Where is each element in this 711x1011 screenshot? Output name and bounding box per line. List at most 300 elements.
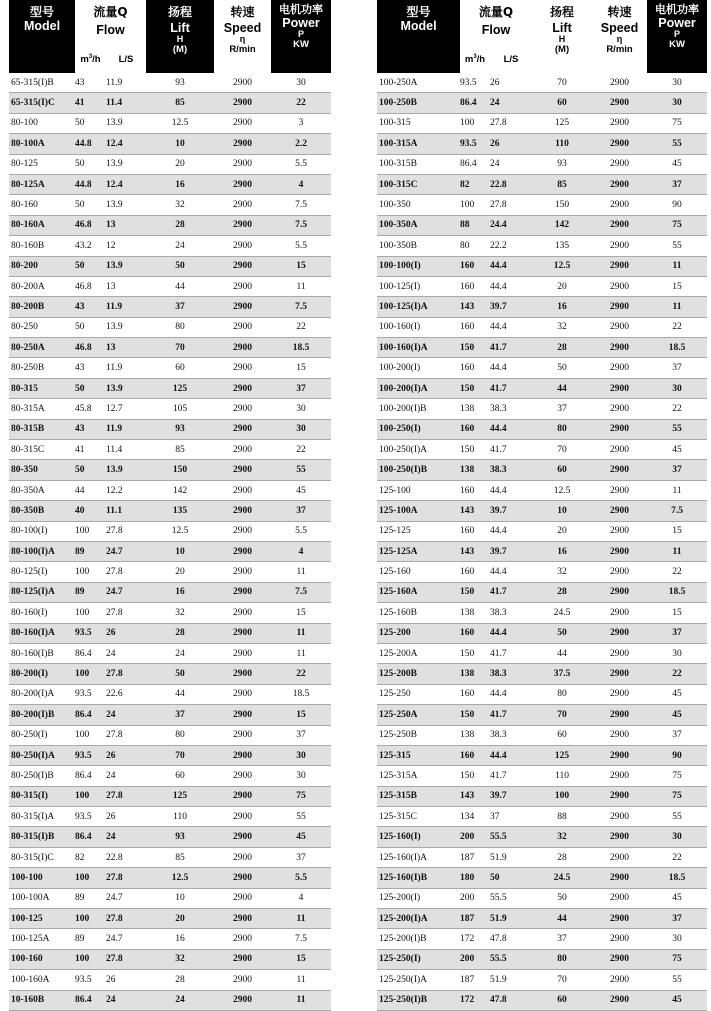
- table-row: [9, 399, 331, 419]
- model-cell: 100-125(I)A: [377, 297, 460, 317]
- flow-m3h-cell: 160: [460, 745, 490, 765]
- lift-cell: 16: [146, 582, 214, 602]
- flow-m3h-cell: 143: [460, 501, 490, 521]
- flow-ls-cell: 44.4: [490, 276, 532, 296]
- flow-ls-cell: 13: [106, 276, 146, 296]
- flow-ls-cell: 51.9: [490, 909, 532, 929]
- flow-m3h-cell: 50: [75, 256, 106, 276]
- table-row: [9, 766, 331, 786]
- flow-m3h-cell: 44: [75, 480, 106, 500]
- model-cell: 100-315: [377, 113, 460, 133]
- power-cell: 11: [271, 970, 331, 990]
- lift-cell: 37: [146, 705, 214, 725]
- speed-cell: 2900: [214, 113, 271, 133]
- power-cell: 22: [271, 440, 331, 460]
- table-row: [377, 603, 707, 623]
- table-row: [9, 970, 331, 990]
- flow-header: 流量Q Flow: [460, 0, 532, 37]
- model-cell: 100-125(I): [377, 276, 460, 296]
- model-cell: 100-125: [9, 909, 75, 929]
- speed-cell: 2900: [592, 541, 647, 561]
- flow-m3h-cell: 100: [460, 195, 490, 215]
- model-cell: 125-250B: [377, 725, 460, 745]
- flow-m3h-cell: 93.5: [460, 73, 490, 93]
- model-cell: 80-350A: [9, 480, 75, 500]
- model-cell: 80-200(I)A: [9, 684, 75, 704]
- model-cell: 125-125A: [377, 541, 460, 561]
- speed-cell: 2900: [592, 725, 647, 745]
- speed-cell: 2900: [214, 909, 271, 929]
- model-cell: 125-160B: [377, 603, 460, 623]
- power-cell: 90: [647, 195, 707, 215]
- flow-ls-cell: 11.4: [106, 93, 146, 113]
- power-cell: 15: [271, 256, 331, 276]
- table-row: [377, 847, 707, 867]
- lift-cell: 110: [532, 134, 592, 154]
- speed-cell: 2900: [214, 684, 271, 704]
- table-row: [377, 460, 707, 480]
- model-cell: 65-315(I)C: [9, 93, 75, 113]
- table-row: [377, 807, 707, 827]
- table-row: [9, 297, 331, 317]
- flow-m3h-cell: 100: [75, 949, 106, 969]
- table-row: [377, 643, 707, 663]
- lift-cell: 125: [146, 786, 214, 806]
- flow-m3h-cell: 143: [460, 297, 490, 317]
- flow-m3h-cell: 43: [75, 297, 106, 317]
- power-cell: 15: [647, 603, 707, 623]
- table-row: [377, 236, 707, 256]
- speed-cell: 2900: [592, 847, 647, 867]
- flow-m3h-cell: 100: [75, 868, 106, 888]
- flow-ls-cell: 24.4: [490, 215, 532, 235]
- flow-ls-cell: 39.7: [490, 297, 532, 317]
- flow-m3h-cell: 150: [460, 766, 490, 786]
- flow-ls-cell: 39.7: [490, 541, 532, 561]
- lift-cell: 10: [146, 888, 214, 908]
- power-cell: 2.2: [271, 134, 331, 154]
- lift-cell: 93: [532, 154, 592, 174]
- table-row: [9, 195, 331, 215]
- flow-m3h-cell: 89: [75, 888, 106, 908]
- speed-cell: 2900: [592, 174, 647, 194]
- table-row: [9, 93, 331, 113]
- flow-ls-cell: 13.9: [106, 317, 146, 337]
- model-cell: 125-125: [377, 521, 460, 541]
- model-cell: 80-315: [9, 378, 75, 398]
- model-cell: 80-250(I)B: [9, 766, 75, 786]
- power-cell: 37: [647, 725, 707, 745]
- speed-cell: 2900: [592, 521, 647, 541]
- flow-m3h-cell: 160: [460, 358, 490, 378]
- lift-cell: 44: [146, 684, 214, 704]
- speed-cell: 2900: [592, 827, 647, 847]
- flow-m3h-cell: 89: [75, 929, 106, 949]
- model-cell: 80-160B: [9, 236, 75, 256]
- lift-cell: 150: [146, 460, 214, 480]
- lift-cell: 135: [532, 236, 592, 256]
- table-row: [9, 745, 331, 765]
- table-row: [377, 399, 707, 419]
- power-cell: 15: [271, 358, 331, 378]
- table-row: [9, 256, 331, 276]
- model-cell: 100-315C: [377, 174, 460, 194]
- lift-cell: 12.5: [532, 256, 592, 276]
- speed-cell: 2900: [214, 174, 271, 194]
- table-row: [377, 297, 707, 317]
- right-table-body: [377, 73, 707, 1010]
- speed-cell: 2900: [592, 786, 647, 806]
- speed-cell: 2900: [592, 603, 647, 623]
- model-cell: 100-125A: [9, 929, 75, 949]
- lift-cell: 44: [532, 909, 592, 929]
- model-cell: 125-200(I)A: [377, 909, 460, 929]
- flow-m3h-cell: 86.4: [75, 766, 106, 786]
- speed-cell: 2900: [214, 541, 271, 561]
- speed-cell: 2900: [592, 868, 647, 888]
- model-cell: 100-350B: [377, 236, 460, 256]
- flow-m3h-cell: 89: [75, 582, 106, 602]
- table-row: [9, 236, 331, 256]
- table-row: [9, 541, 331, 561]
- speed-cell: 2900: [592, 399, 647, 419]
- lift-cell: 110: [146, 807, 214, 827]
- table-row: [377, 909, 707, 929]
- speed-cell: 2900: [214, 888, 271, 908]
- power-cell: 45: [647, 440, 707, 460]
- flow-m3h-cell: 150: [460, 582, 490, 602]
- power-cell: 45: [647, 684, 707, 704]
- flow-m3h-cell: 160: [460, 480, 490, 500]
- power-cell: 55: [647, 970, 707, 990]
- lift-cell: 28: [532, 582, 592, 602]
- table-row: [9, 643, 331, 663]
- flow-ls-cell: 27.8: [490, 113, 532, 133]
- model-cell: 80-200(I): [9, 664, 75, 684]
- model-cell: 125-200: [377, 623, 460, 643]
- model-cell: 125-200(I)B: [377, 929, 460, 949]
- table-row: [9, 827, 331, 847]
- left-table-body: [9, 73, 331, 1010]
- table-row: [9, 154, 331, 174]
- flow-m3h-cell: 100: [75, 909, 106, 929]
- flow-m3h-cell: 50: [75, 460, 106, 480]
- table-row: [377, 134, 707, 154]
- speed-cell: 2900: [592, 990, 647, 1010]
- model-cell: 100-200(I): [377, 358, 460, 378]
- model-cell: 100-315B: [377, 154, 460, 174]
- model-cell: 125-315B: [377, 786, 460, 806]
- lift-cell: 60: [146, 358, 214, 378]
- model-cell: 80-160(I)A: [9, 623, 75, 643]
- power-cell: 45: [271, 480, 331, 500]
- speed-cell: 2900: [214, 562, 271, 582]
- table-row: [9, 725, 331, 745]
- model-cell: 125-160(I): [377, 827, 460, 847]
- flow-ls-cell: 41.7: [490, 582, 532, 602]
- lift-cell: 44: [146, 276, 214, 296]
- flow-ls-cell: 26: [106, 970, 146, 990]
- speed-cell: 2900: [592, 317, 647, 337]
- power-header: 电机功率 Power P KW: [271, 0, 331, 73]
- power-cell: 22: [647, 562, 707, 582]
- table-row: [9, 664, 331, 684]
- model-cell: 10-160B: [9, 990, 75, 1010]
- flow-ls-cell: 26: [490, 134, 532, 154]
- flow-ls-cell: 44.4: [490, 480, 532, 500]
- flow-m3h-cell: 138: [460, 725, 490, 745]
- table-row: [9, 460, 331, 480]
- speed-cell: 2900: [592, 113, 647, 133]
- power-cell: 5.5: [271, 154, 331, 174]
- model-cell: 100-100: [9, 868, 75, 888]
- lift-cell: 80: [532, 419, 592, 439]
- table-row: [9, 215, 331, 235]
- table-row: [9, 480, 331, 500]
- flow-ls-cell: 27.8: [106, 786, 146, 806]
- speed-cell: 2900: [592, 358, 647, 378]
- speed-cell: 2900: [214, 827, 271, 847]
- lift-cell: 28: [146, 623, 214, 643]
- table-row: [377, 195, 707, 215]
- model-cell: 80-250: [9, 317, 75, 337]
- table-row: [377, 582, 707, 602]
- speed-cell: 2900: [592, 664, 647, 684]
- model-cell: 100-100(I): [377, 256, 460, 276]
- lift-cell: 24: [146, 643, 214, 663]
- speed-cell: 2900: [214, 358, 271, 378]
- model-cell: 80-250(I)A: [9, 745, 75, 765]
- flow-ls-cell: 13.9: [106, 154, 146, 174]
- flow-m3h-cell: 200: [460, 888, 490, 908]
- speed-cell: 2900: [592, 480, 647, 500]
- power-cell: 15: [647, 276, 707, 296]
- model-header: 型号 Model: [9, 0, 75, 73]
- flow-ls-cell: 44.4: [490, 256, 532, 276]
- table-row: [377, 338, 707, 358]
- lift-cell: 85: [146, 440, 214, 460]
- model-header: 型号 Model: [377, 0, 460, 73]
- power-cell: 75: [647, 215, 707, 235]
- lift-cell: 70: [532, 440, 592, 460]
- flow-ls-cell: 22.6: [106, 684, 146, 704]
- power-cell: 18.5: [647, 338, 707, 358]
- flow-ls-cell: 24: [106, 643, 146, 663]
- speed-cell: 2900: [592, 236, 647, 256]
- flow-m3h-cell: 187: [460, 970, 490, 990]
- speed-cell: 2900: [592, 807, 647, 827]
- flow-ls-cell: 38.3: [490, 664, 532, 684]
- flow-ls-cell: 44.4: [490, 317, 532, 337]
- flow-m3h-cell: 41: [75, 93, 106, 113]
- flow-unit-m3h: $m^3/h$: [460, 37, 490, 73]
- model-cell: 80-350: [9, 460, 75, 480]
- model-cell: 80-315B: [9, 419, 75, 439]
- model-cell: 125-250(I)A: [377, 970, 460, 990]
- speed-cell: 2900: [592, 888, 647, 908]
- power-cell: 37: [271, 501, 331, 521]
- flow-m3h-cell: 50: [75, 113, 106, 133]
- lift-cell: 28: [146, 970, 214, 990]
- flow-m3h-cell: 82: [460, 174, 490, 194]
- speed-cell: 2900: [592, 501, 647, 521]
- flow-m3h-cell: 200: [460, 949, 490, 969]
- power-cell: 90: [647, 745, 707, 765]
- lift-cell: 32: [146, 195, 214, 215]
- lift-cell: 16: [532, 297, 592, 317]
- speed-cell: 2900: [214, 970, 271, 990]
- table-row: [377, 868, 707, 888]
- model-cell: 80-160(I)B: [9, 643, 75, 663]
- model-cell: 100-250(I): [377, 419, 460, 439]
- table-row: [9, 949, 331, 969]
- power-cell: 55: [647, 134, 707, 154]
- model-cell: 125-250A: [377, 705, 460, 725]
- flow-m3h-cell: 187: [460, 847, 490, 867]
- left-spec-table: [9, 0, 331, 1011]
- power-cell: 3: [271, 113, 331, 133]
- model-cell: 125-200B: [377, 664, 460, 684]
- speed-cell: 2900: [214, 73, 271, 93]
- lift-cell: 85: [532, 174, 592, 194]
- table-row: [9, 807, 331, 827]
- flow-m3h-cell: 160: [460, 521, 490, 541]
- speed-cell: 2900: [214, 725, 271, 745]
- flow-m3h-cell: 160: [460, 256, 490, 276]
- model-cell: 125-160(I)B: [377, 868, 460, 888]
- speed-cell: 2900: [214, 745, 271, 765]
- lift-cell: 80: [146, 725, 214, 745]
- flow-ls-cell: 13.9: [106, 113, 146, 133]
- lift-cell: 125: [532, 745, 592, 765]
- table-row: [9, 582, 331, 602]
- model-cell: 125-200(I): [377, 888, 460, 908]
- flow-ls-cell: 12.2: [106, 480, 146, 500]
- speed-cell: 2900: [592, 460, 647, 480]
- speed-cell: 2900: [592, 154, 647, 174]
- model-cell: 80-200A: [9, 276, 75, 296]
- model-cell: 100-200(I)B: [377, 399, 460, 419]
- lift-cell: 50: [532, 623, 592, 643]
- power-cell: 22: [647, 664, 707, 684]
- model-cell: 100-160A: [9, 970, 75, 990]
- lift-cell: 12.5: [146, 521, 214, 541]
- flow-m3h-cell: 86.4: [75, 643, 106, 663]
- table-row: [377, 154, 707, 174]
- flow-ls-cell: 55.5: [490, 827, 532, 847]
- table-row: [9, 317, 331, 337]
- lift-cell: 50: [532, 358, 592, 378]
- lift-cell: 24.5: [532, 603, 592, 623]
- speed-cell: 2900: [214, 480, 271, 500]
- flow-ls-cell: 27.8: [106, 949, 146, 969]
- speed-cell: 2900: [214, 378, 271, 398]
- table-row: [9, 501, 331, 521]
- lift-cell: 135: [146, 501, 214, 521]
- lift-cell: 16: [146, 929, 214, 949]
- speed-cell: 2900: [214, 399, 271, 419]
- power-cell: 45: [647, 888, 707, 908]
- power-cell: 37: [271, 378, 331, 398]
- flow-ls-cell: 22.8: [490, 174, 532, 194]
- flow-ls-cell: 38.3: [490, 603, 532, 623]
- speed-cell: 2900: [214, 929, 271, 949]
- power-cell: 7.5: [647, 501, 707, 521]
- model-cell: 100-250(I)A: [377, 440, 460, 460]
- speed-cell: 2900: [214, 134, 271, 154]
- model-cell: 80-100A: [9, 134, 75, 154]
- lift-cell: 28: [146, 215, 214, 235]
- power-cell: 45: [647, 990, 707, 1010]
- flow-m3h-cell: 43: [75, 358, 106, 378]
- lift-cell: 142: [146, 480, 214, 500]
- lift-cell: 24: [146, 236, 214, 256]
- power-cell: 18.5: [647, 582, 707, 602]
- flow-ls-cell: 24.7: [106, 541, 146, 561]
- speed-cell: 2900: [214, 949, 271, 969]
- model-cell: 100-250B: [377, 93, 460, 113]
- table-row: [9, 847, 331, 867]
- flow-ls-cell: 24.7: [106, 582, 146, 602]
- flow-m3h-cell: 100: [75, 562, 106, 582]
- flow-ls-cell: 12.7: [106, 399, 146, 419]
- power-cell: 11: [647, 541, 707, 561]
- power-cell: 7.5: [271, 297, 331, 317]
- flow-ls-cell: 11.9: [106, 73, 146, 93]
- speed-cell: 2900: [214, 582, 271, 602]
- speed-cell: 2900: [592, 215, 647, 235]
- table-row: [9, 990, 331, 1010]
- table-row: [9, 929, 331, 949]
- table-row: [9, 705, 331, 725]
- model-cell: 80-100(I)A: [9, 541, 75, 561]
- model-cell: 80-125(I): [9, 562, 75, 582]
- power-cell: 30: [647, 378, 707, 398]
- lift-cell: 93: [146, 419, 214, 439]
- flow-m3h-cell: 172: [460, 990, 490, 1010]
- speed-cell: 2900: [592, 297, 647, 317]
- flow-ls-cell: 12: [106, 236, 146, 256]
- flow-m3h-cell: 50: [75, 317, 106, 337]
- lift-cell: 60: [532, 460, 592, 480]
- speed-cell: 2900: [214, 154, 271, 174]
- speed-cell: 2900: [592, 909, 647, 929]
- lift-cell: 60: [532, 990, 592, 1010]
- flow-header: 流量Q Flow: [75, 0, 146, 37]
- flow-ls-cell: 13.9: [106, 378, 146, 398]
- power-cell: 30: [647, 643, 707, 663]
- flow-ls-cell: 27.8: [106, 603, 146, 623]
- model-cell: 80-250B: [9, 358, 75, 378]
- speed-cell: 2900: [592, 970, 647, 990]
- flow-m3h-cell: 160: [460, 684, 490, 704]
- flow-ls-cell: 13.9: [106, 195, 146, 215]
- power-cell: 45: [647, 154, 707, 174]
- flow-m3h-cell: 86.4: [75, 827, 106, 847]
- flow-m3h-cell: 50: [75, 154, 106, 174]
- power-cell: 55: [647, 236, 707, 256]
- model-cell: 100-250(I)B: [377, 460, 460, 480]
- flow-ls-cell: 22.8: [106, 847, 146, 867]
- table-row: [377, 786, 707, 806]
- speed-cell: 2900: [592, 338, 647, 358]
- model-cell: 125-250(I)B: [377, 990, 460, 1010]
- table-row: [9, 888, 331, 908]
- flow-m3h-cell: 93.5: [75, 807, 106, 827]
- speed-cell: 2900: [592, 276, 647, 296]
- lift-cell: 93: [146, 73, 214, 93]
- power-cell: 30: [271, 766, 331, 786]
